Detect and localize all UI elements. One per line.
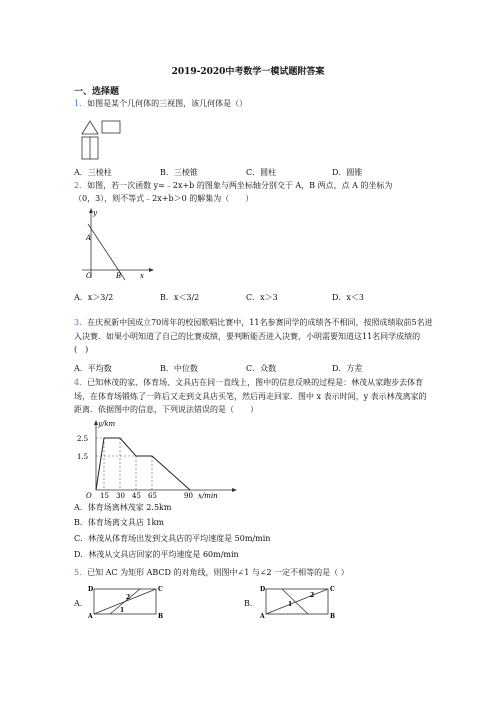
x-tick-30: 30 — [116, 492, 125, 500]
section-heading: 一、选择题 — [74, 87, 120, 97]
front-view-triangle — [82, 121, 98, 134]
q2-options — [74, 292, 424, 303]
angle-2: 2 — [126, 594, 131, 601]
y-tick-2-5: 2.5 — [77, 435, 89, 443]
question-text: 在庆祝新中国成立70周年的校园歌唱比赛中，11名参赛同学的成绩各不相同，按照成绩取前5名进入决赛．如果小明知道了自己的比赛成绩，要判断能否进入决赛，小明需要知道这11名同学成绩的( ) — [74, 318, 433, 354]
option-a[interactable]: A．x＞3/2 — [74, 293, 114, 302]
label-a: A — [88, 613, 93, 620]
q4-option-a[interactable]: A．体育场离林茂家 2.5km — [74, 503, 172, 512]
option-c[interactable]: C．x＞3 — [246, 293, 278, 302]
question-4 — [74, 376, 434, 417]
option-d[interactable]: D．圆锥 — [332, 168, 363, 177]
y-tick-1-5: 1.5 — [77, 453, 89, 461]
point-a-label: A — [86, 234, 92, 242]
angle-2: 2 — [310, 592, 315, 599]
x-axis-label: x/min — [198, 492, 218, 500]
question-5 — [74, 567, 349, 579]
option-d[interactable]: D．x＜3 — [332, 293, 365, 302]
question-text: 已知 AC 为矩形 ABCD 的对角线，则图中∠1 与∠2 一定不相等的是（ ） — [87, 568, 349, 577]
question-number: 5． — [74, 568, 88, 577]
angle-1: 1 — [288, 601, 293, 608]
q4-option-c[interactable]: C．林茂从体育场出发到文具店的平均速度是 50m/min — [74, 534, 271, 543]
x-tick-15: 15 — [100, 492, 109, 500]
label-d: D — [88, 586, 94, 593]
y-axis-label: y — [93, 209, 97, 217]
option-c[interactable]: C．圆柱 — [246, 168, 277, 177]
point-b-label: B — [116, 272, 122, 280]
q3-options — [74, 363, 424, 374]
label-a: A — [260, 613, 265, 620]
label-b: B — [330, 613, 336, 620]
distance-path — [96, 438, 190, 490]
q5-option-a[interactable]: A． — [74, 599, 88, 608]
label-c: C — [158, 586, 163, 593]
side-view-rect — [102, 121, 120, 133]
option-d[interactable]: D．方差 — [332, 364, 363, 373]
question-2-line2: （0，3），则不等式﹣2x+b＞0 的解集为（ ） — [74, 194, 254, 203]
q1-options — [74, 167, 424, 178]
question-3 — [74, 316, 434, 357]
x-tick-45: 45 — [132, 492, 141, 500]
question-text: 如图是某个几何体的三视图，该几何体是（） — [87, 99, 248, 108]
q4-option-b[interactable]: B．体育场离文具店 1km — [74, 518, 164, 527]
label-d: D — [260, 586, 266, 593]
q5-option-b[interactable]: B． — [244, 599, 258, 608]
question-number: 1． — [74, 99, 88, 108]
question-1 — [74, 98, 247, 110]
linear-function-graph — [78, 206, 158, 284]
three-view-figure — [80, 118, 130, 162]
x-tick-90: 90 — [184, 492, 193, 500]
question-number: 4． — [74, 378, 88, 387]
angle-1: 1 — [120, 607, 125, 614]
option-b[interactable]: B．中位数 — [160, 364, 198, 373]
question-text: 已知林茂的家、体育场、文具店在同一直线上，图中的信息反映的过程是：林茂从家跑步去体育场，在体育场锻炼了一阵后又走到文具店买笔，然后再走回家．图中 x 表示时间，y 表示林茂离家的距离．依据图中的信息，下列说法错误的是（ ） — [74, 378, 427, 414]
label-c: C — [330, 586, 335, 593]
x-axis-label: x — [140, 272, 144, 280]
distance-time-graph — [74, 418, 244, 500]
origin-label: O — [86, 492, 92, 500]
option-c[interactable]: C．众数 — [246, 364, 277, 373]
q4-option-d[interactable]: D．林茂从文具店回家的平均速度是 60m/min — [74, 550, 239, 559]
document-title: 2019-2020中考数学一模试题附答案 — [171, 67, 325, 77]
option-b[interactable]: B．x＜3/2 — [160, 293, 200, 302]
x-tick-65: 65 — [148, 492, 157, 500]
option-b[interactable]: B．三棱锥 — [160, 168, 198, 177]
rectangle-figure-a — [86, 582, 166, 622]
question-number: 2． — [74, 181, 88, 190]
y-axis-label: y/km — [98, 420, 116, 428]
rectangle-figure-b — [258, 582, 338, 622]
question-number: 3． — [74, 318, 88, 327]
question-text: 如图，若一次函数 y=﹣2x+b 的图象与两坐标轴分别交于 A，B 两点，点 A 的坐标为 — [87, 181, 393, 190]
option-a[interactable]: A．平均数 — [74, 364, 112, 373]
origin-label: O — [86, 272, 92, 280]
question-2-line1 — [74, 180, 392, 192]
option-a[interactable]: A．三棱柱 — [74, 168, 112, 177]
label-b: B — [158, 613, 164, 620]
